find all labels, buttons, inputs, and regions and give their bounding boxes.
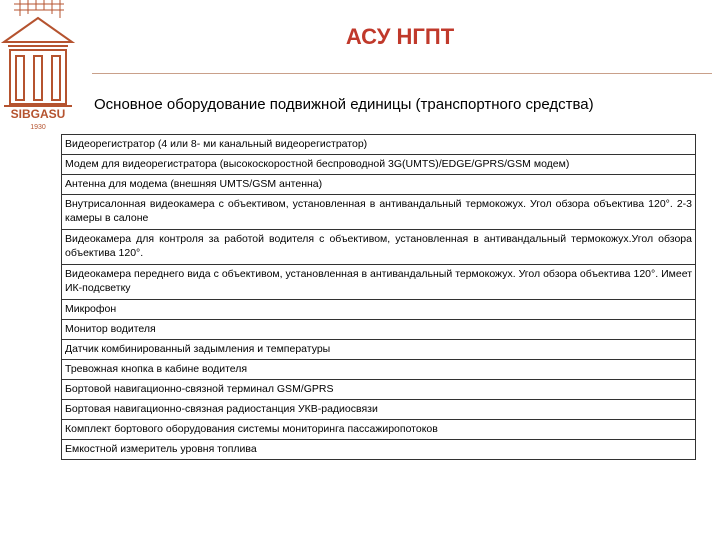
table-row xyxy=(62,230,696,265)
table-row xyxy=(62,340,696,360)
table-cell: Видеорегистратор (4 или 8- ми канальный видеорегистратор) xyxy=(62,135,696,155)
table-row xyxy=(62,265,696,300)
table-row xyxy=(62,195,696,230)
table-cell: Комплект бортового оборудования системы мониторинга пассажиропотоков xyxy=(62,420,696,440)
table-row xyxy=(62,400,696,420)
table-row xyxy=(62,440,696,460)
table-cell: Внутрисалонная видеокамера с объективом, установленная в антивандальный термокожух. Угол обзора объектива 120°. 2-3 камеры в салоне xyxy=(62,195,696,230)
table-cell: Датчик комбинированный задымления и температуры xyxy=(62,340,696,360)
table-cell: Видеокамера для контроля за работой водителя с объективом, установленная в антивандальный термокожух.Угол обзора объектива 120°. xyxy=(62,230,696,265)
table-cell: Модем для видеорегистратора (высокоскоростной беспроводной 3G(UMTS)/EDGE/GPRS/GSM модем) xyxy=(62,155,696,175)
table-cell: Бортовая навигационно-связная радиостанция УКВ-радиосвязи xyxy=(62,400,696,420)
table-cell: Антенна для модема (внешняя UMTS/GSM антенна) xyxy=(62,175,696,195)
table-cell: Емкостной измеритель уровня топлива xyxy=(62,440,696,460)
table-cell: Монитор водителя xyxy=(62,320,696,340)
equipment-table xyxy=(61,134,696,460)
title-divider xyxy=(92,73,712,74)
table-cell: Видеокамера переднего вида с объективом, установленная в антивандальный термокожух. Угол обзора объектива 120°. Имеет ИК-подсветку xyxy=(62,265,696,300)
table-row xyxy=(62,420,696,440)
table-row xyxy=(62,320,696,340)
logo-text: SIBGASU xyxy=(10,107,66,121)
table-cell: Тревожная кнопка в кабине водителя xyxy=(62,360,696,380)
page-title: АСУ НГПТ xyxy=(345,24,455,49)
table-row xyxy=(62,155,696,175)
table-row xyxy=(62,175,696,195)
table-cell: Микрофон xyxy=(62,300,696,320)
table-row xyxy=(62,300,696,320)
page-subtitle: Основное оборудование подвижной единицы (транспортного средства) xyxy=(94,96,594,113)
table-row xyxy=(62,135,696,155)
university-logo xyxy=(0,0,76,132)
table-cell: Бортовой навигационно-связной терминал GSM/GPRS xyxy=(62,380,696,400)
table-row xyxy=(62,360,696,380)
table-row xyxy=(62,380,696,400)
logo-year: 1930 xyxy=(30,124,46,131)
